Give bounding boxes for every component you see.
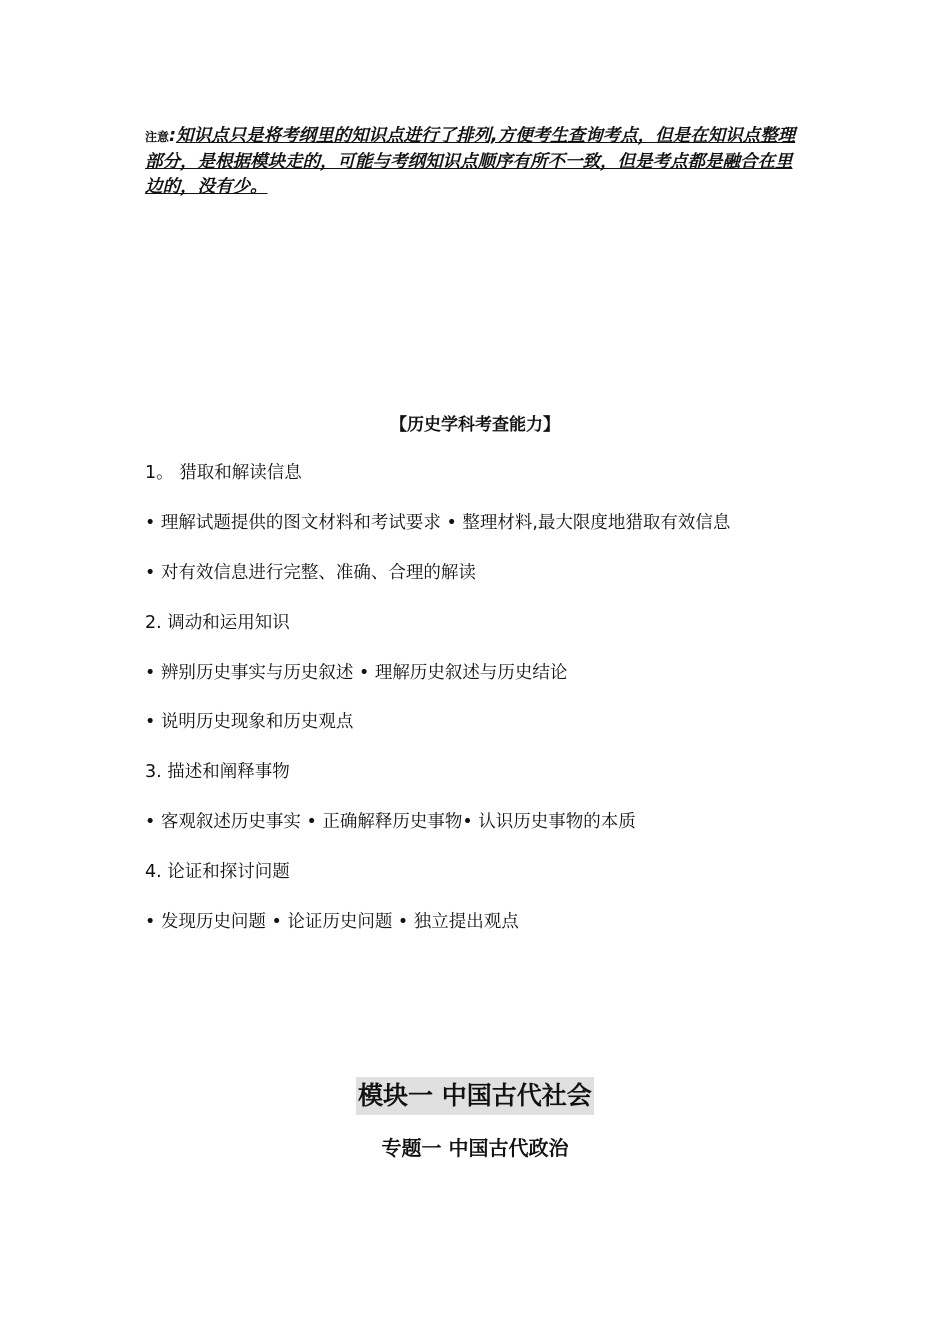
section-title: 【历史学科考查能力】	[390, 415, 560, 435]
notice-paragraph	[145, 124, 805, 200]
list-item: • 辨别历史事实与历史叙述 • 理解历史叙述与历史结论	[145, 662, 568, 683]
list-item: • 发现历史问题 • 论证历史问题 • 独立提出观点	[145, 912, 519, 933]
list-item: • 客观叙述历史事实 • 正确解释历史事物• 认识历史事物的本质	[145, 812, 636, 833]
module-title: 模块一 中国古代社会	[356, 1077, 594, 1115]
ability-list	[145, 460, 845, 959]
list-item: 1。 猎取和解读信息	[145, 463, 302, 483]
notice-separator: :	[169, 126, 177, 146]
list-item: • 理解试题提供的图文材料和考试要求 • 整理材料,最大限度地猎取有效信息	[145, 512, 731, 533]
list-item: 4. 论证和探讨问题	[145, 862, 290, 883]
topic-title: 专题一 中国古代政治	[381, 1136, 569, 1160]
notice-label: 注意	[145, 130, 170, 144]
list-item: 3. 描述和阐释事物	[145, 762, 290, 783]
list-item: 2. 调动和运用知识	[145, 612, 290, 633]
notice-text: 知识点只是将考纲里的知识点进行了排列,方便考生查询考点，但是在知识点整理部分，是根据模块走的，可能与考纲知识点顺序有所不一致，但是考点都是融合在里边的，没有少。	[145, 126, 796, 197]
list-item: • 对有效信息进行完整、准确、合理的解读	[145, 562, 476, 583]
list-item: • 说明历史现象和历史观点	[145, 712, 354, 733]
